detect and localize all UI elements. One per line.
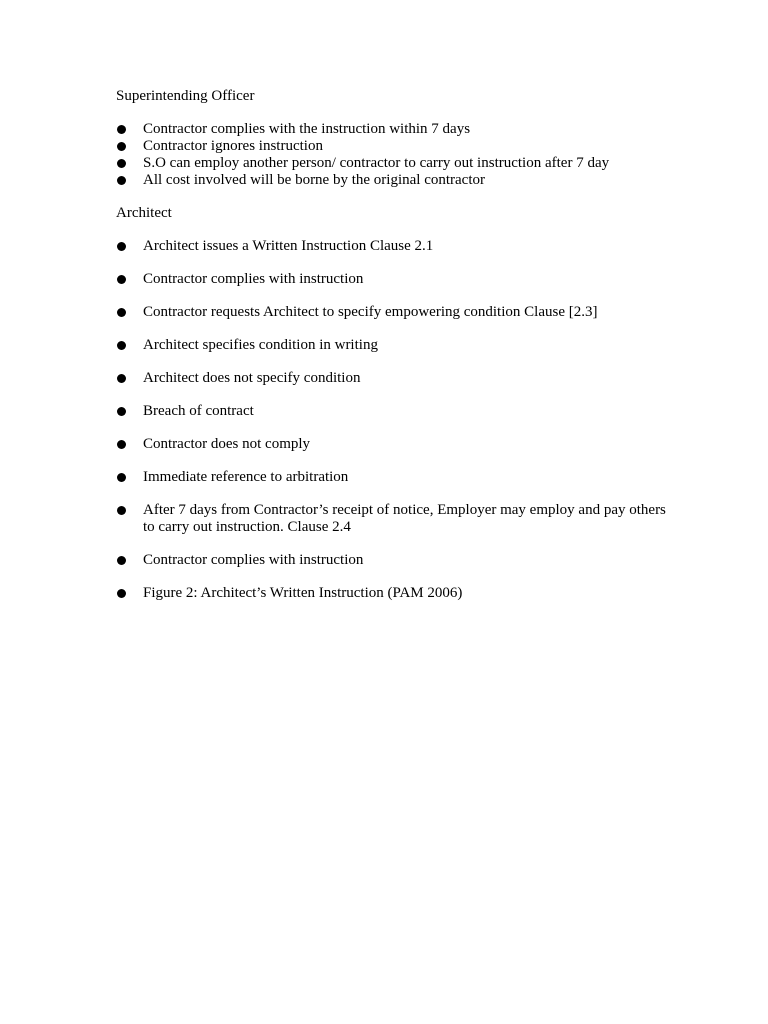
- bullet-icon: [117, 159, 126, 168]
- list-item: [116, 304, 676, 321]
- bullet-icon: [117, 473, 126, 482]
- bullet-icon: [117, 506, 126, 515]
- list-item: [116, 469, 676, 486]
- bullet-icon: [117, 556, 126, 565]
- list-item: [116, 502, 676, 536]
- list-item: [116, 552, 676, 569]
- list-item-text: Contractor complies with instruction: [143, 552, 364, 568]
- bullet-icon: [117, 275, 126, 284]
- bullet-icon: [117, 589, 126, 598]
- list-item: [116, 238, 676, 255]
- list-item-text: Contractor requests Architect to specify empowering condition Clause [2.3]: [143, 304, 598, 320]
- bullet-icon: [117, 407, 126, 416]
- figure-caption: [116, 585, 676, 602]
- list-item: [116, 436, 676, 453]
- list-item-text: Contractor ignores instruction: [143, 138, 323, 154]
- bullet-icon: [117, 440, 126, 449]
- list-item-text: Architect specifies condition in writing: [143, 337, 378, 353]
- list-item: [116, 337, 676, 354]
- list-item: [116, 271, 676, 288]
- list-item-text: Contractor complies with instruction: [143, 271, 364, 287]
- list-item-text: Architect does not specify condition: [143, 370, 361, 386]
- section-heading-architect: Architect: [116, 205, 172, 221]
- bullet-icon: [117, 242, 126, 251]
- list-item: [116, 155, 676, 172]
- bullet-icon: [117, 176, 126, 185]
- list-item: [116, 138, 676, 155]
- architect-list: [116, 238, 676, 618]
- bullet-icon: [117, 308, 126, 317]
- list-item: [116, 172, 676, 189]
- list-item-text: Architect issues a Written Instruction Clause 2.1: [143, 238, 434, 254]
- list-item-text: Breach of contract: [143, 403, 254, 419]
- list-item-text: Contractor complies with the instruction within 7 days: [143, 121, 471, 137]
- list-item: [116, 121, 676, 138]
- list-item-text: Contractor does not comply: [143, 436, 311, 452]
- list-item-text: After 7 days from Contractor’s receipt of notice, Employer may employ and pay others to carry out instruction. Clause 2.4: [143, 502, 666, 535]
- list-item-text: All cost involved will be borne by the original contractor: [143, 172, 485, 188]
- section-heading-superintending-officer: Superintending Officer: [116, 88, 255, 104]
- list-item: [116, 403, 676, 420]
- superintending-officer-list: [116, 121, 676, 189]
- bullet-icon: [117, 125, 126, 134]
- list-item-text: S.O can employ another person/ contractor to carry out instruction after 7 day: [143, 155, 610, 171]
- bullet-icon: [117, 142, 126, 151]
- bullet-icon: [117, 341, 126, 350]
- list-item: [116, 370, 676, 387]
- list-item-text: Immediate reference to arbitration: [143, 469, 349, 485]
- list-item-text: Figure 2: Architect’s Written Instruction (PAM 2006): [143, 585, 463, 601]
- bullet-icon: [117, 374, 126, 383]
